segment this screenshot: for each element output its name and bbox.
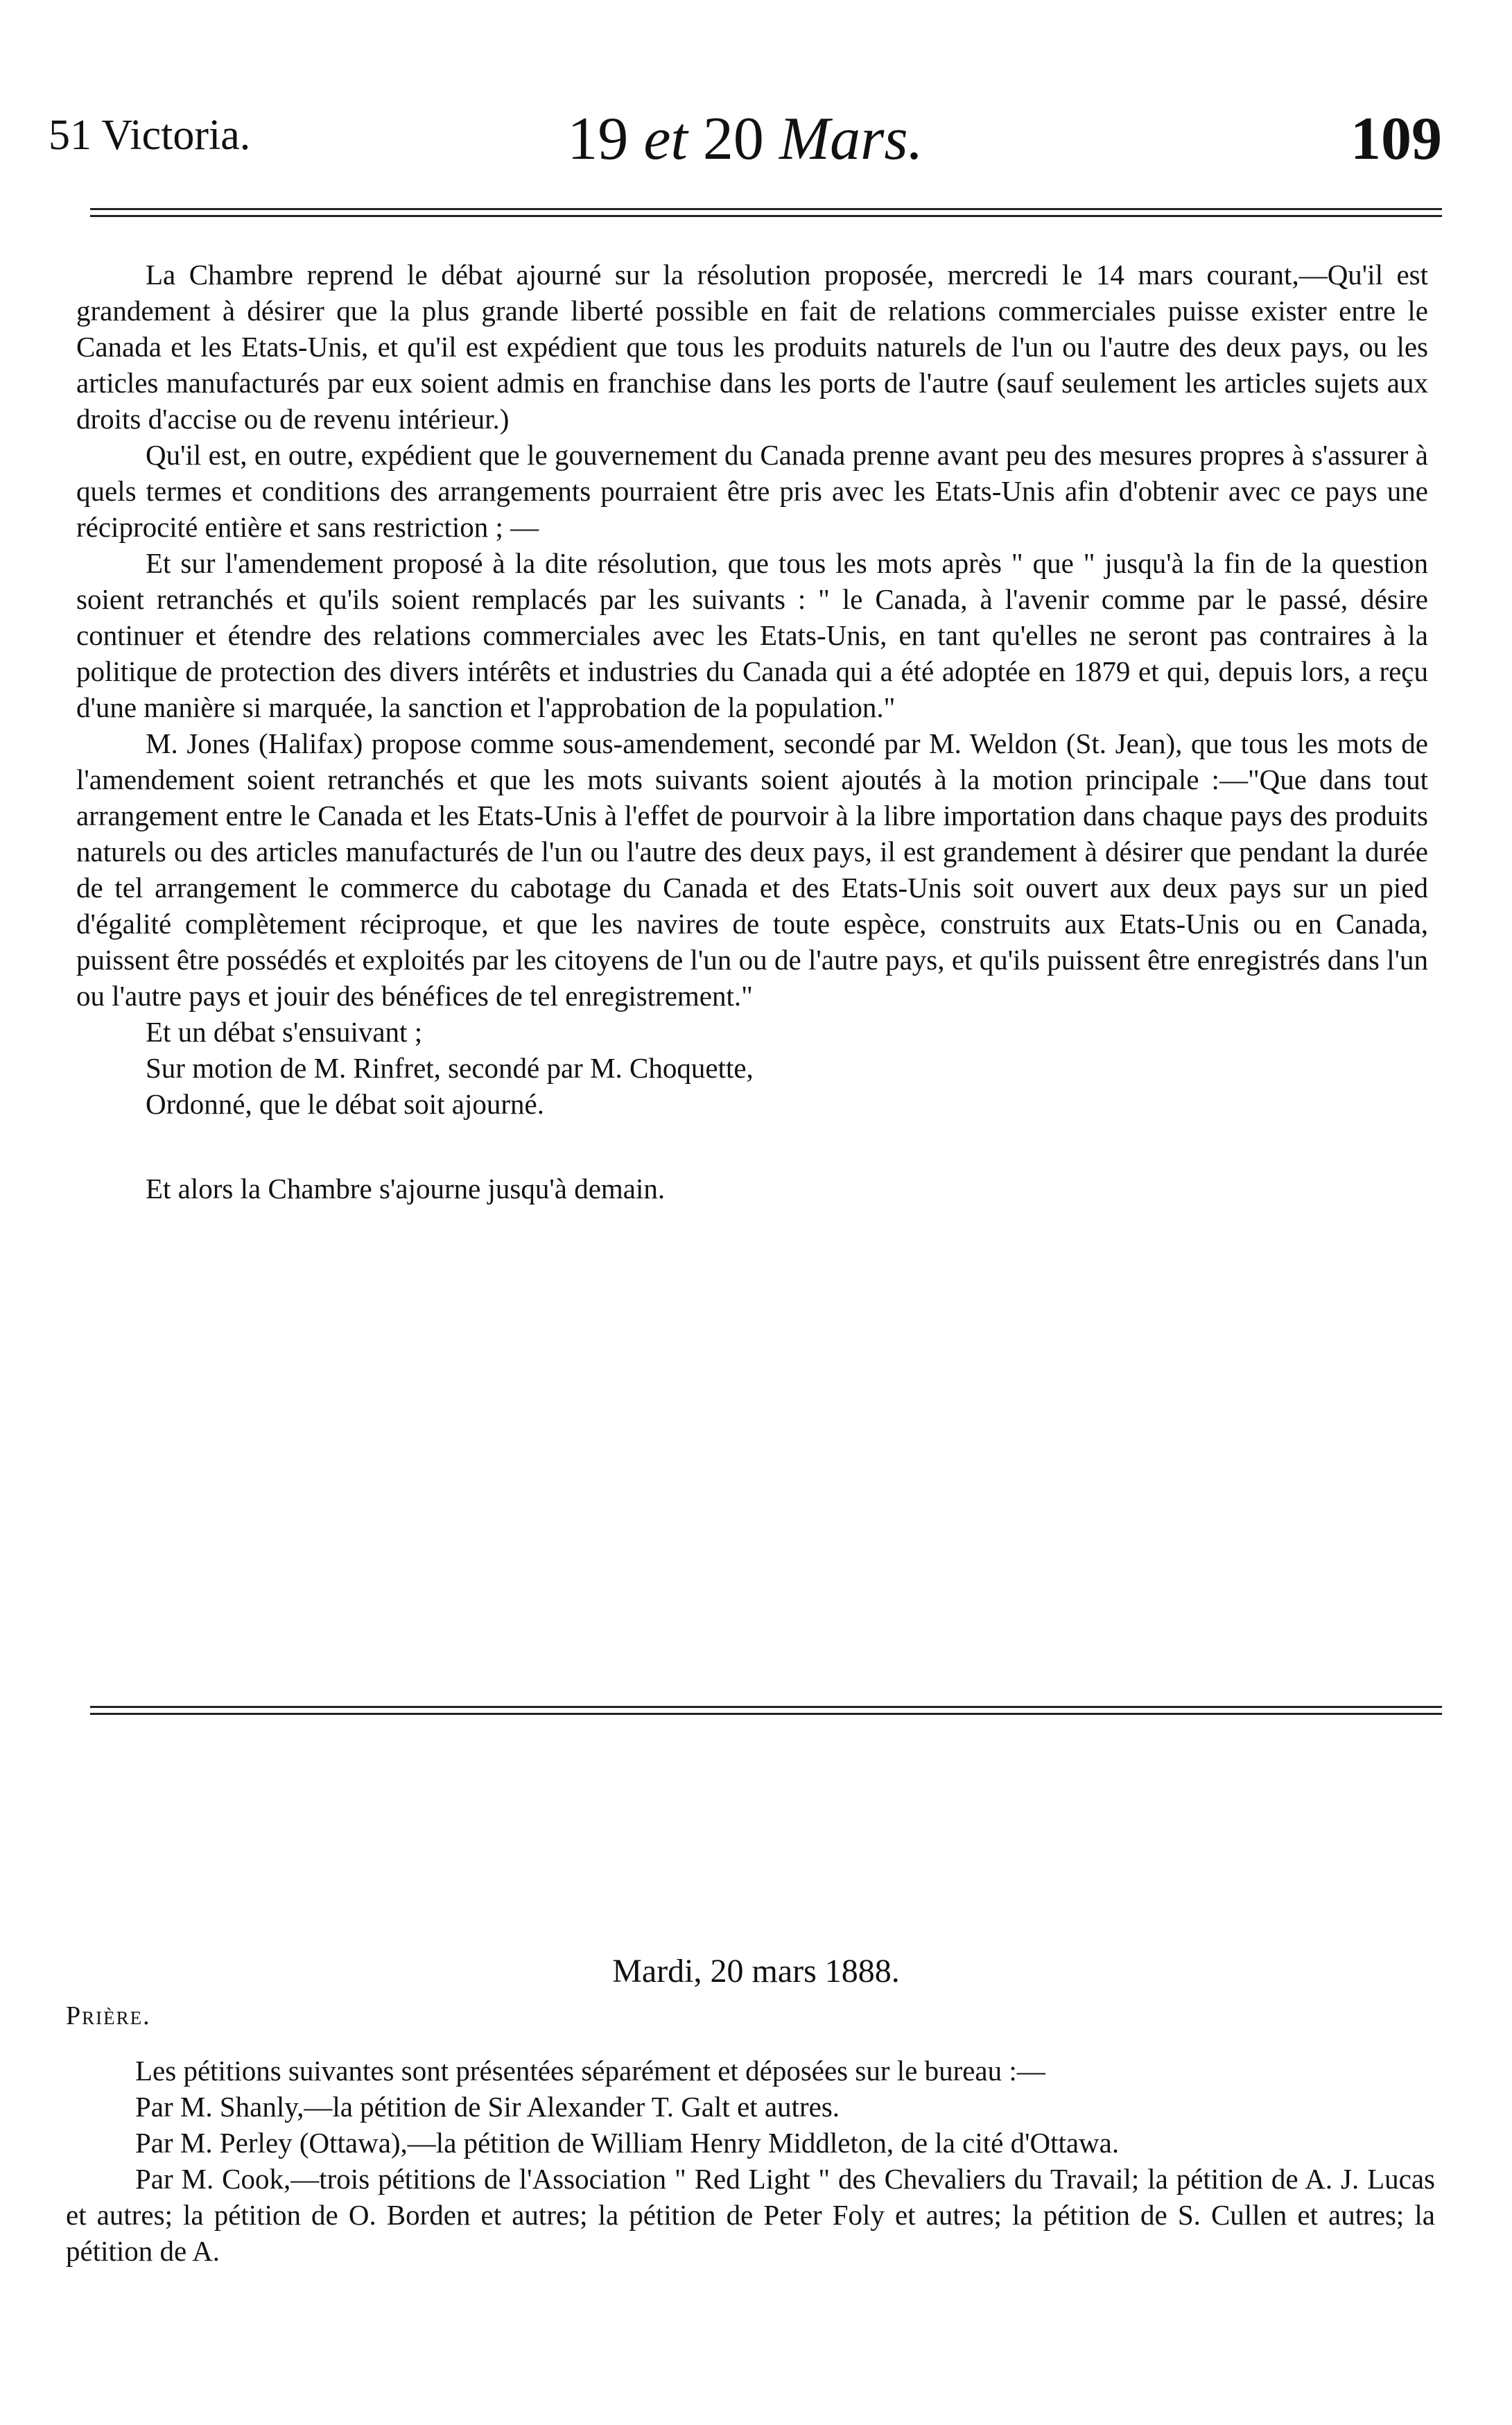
header-rule-bottom — [90, 215, 1442, 217]
paragraph-amendment: Et sur l'amendement proposé à la dite résolution, que tous les mots après " que " jusqu'à la fin de la question soient retranchés et qu'ils soient remplacés par les suivants : " le Canada, à l'avenir comme par le passé, désire continuer et étendre des relations commerciales avec les Etats-Unis, en tant qu'elles ne seront pas contraires à la politique de protection des divers intérêts et industries du Canada qui a été adoptée en 1879 et qui, depuis lors, a reçu d'une manière si marquée, la sanction et l'approbation de la population." — [76, 547, 1428, 723]
paragraph-motion: Sur motion de M. Rinfret, secondé par M. Choquette, — [146, 1052, 754, 1084]
paragraph-petition-cook: Par M. Cook,—trois pétitions de l'Association " Red Light " des Chevaliers du Travail; la pétition de A. J. Lucas et autres; la pétition de O. Borden et autres; la pétition de Peter Foly et autres; la pétition de S. Cullen et autres; la pétition de A. — [66, 2163, 1435, 2267]
paragraph-petition-shanly: Par M. Shanly,—la pétition de Sir Alexander T. Galt et autres. — [135, 2091, 840, 2123]
debate-section — [76, 257, 1428, 1207]
side-label-priere: Prière. — [66, 2001, 151, 2030]
header-rule-top — [90, 208, 1442, 210]
paragraph-ordered: Ordonné, que le débat soit ajourné. — [146, 1088, 544, 1120]
page-number: 109 — [1350, 105, 1442, 173]
paragraph-petitions-intro: Les pétitions suivantes sont présentées séparément et déposées sur le bureau :— — [135, 2055, 1045, 2087]
section-rule-top — [90, 1706, 1442, 1708]
header-day-range-end: 20 — [687, 105, 779, 173]
header-month: Mars. — [779, 105, 923, 173]
page-header — [49, 104, 1442, 194]
paragraph-adjourn: Et alors la Chambre s'ajourne jusqu'à demain. — [146, 1173, 666, 1205]
paragraph-expedient: Qu'il est, en outre, expédient que le gouvernement du Canada prenne avant peu des mesures propres à s'assurer à quels termes et conditions des arrangements pourraient être pris avec les Etats-Unis afin d'obtenir avec ce pays une réciprocité entière et sans restriction ; — — [76, 439, 1428, 543]
paragraph-resolution: La Chambre reprend le débat ajourné sur la résolution proposée, mercredi le 14 mars courant,—Qu'il est grandement à désirer que la plus grande liberté possible en fait de relations commerciales puisse exister entre le Canada et les Etats-Unis, et qu'il est expédient que tous les produits naturels de l'un ou l'autre des deux pays, ou les articles manufacturés par eux soient admis en franchise dans les ports de l'autre (sauf seulement les articles sujets aux droits d'accise ou de revenu intérieur.) — [76, 259, 1428, 435]
paragraph-sub-amendment: M. Jones (Halifax) propose comme sous-amendement, secondé par M. Weldon (St. Jean), que tous les mots de l'amendement soient retranchés et que les mots suivants soient ajoutés à la motion principale :—"Que dans tout arrangement entre le Canada et les Etats-Unis à l'effet de pourvoir à la libre importation dans chaque pays des produits naturels ou des articles manufacturés de l'un ou l'autre des deux pays, il est grandement à désirer que pendant la durée de tel arrangement le commerce du cabotage du Canada et des Etats-Unis soit ouvert aux deux pays sur un pied d'égalité complètement réciproque, et que les navires de toute espèce, construits aux Etats-Unis ou en Canada, puissent être possédés et exploités par les citoyens de l'un ou de l'autre pays, et qu'ils puissent être enregistrés dans l'un ou l'autre pays et jouir des bénéfices de tel enregistrement." — [76, 727, 1428, 1012]
section-rule-bottom — [90, 1713, 1442, 1715]
header-et: et — [643, 105, 688, 173]
session-label: 51 Victoria. — [49, 112, 251, 159]
date-heading: Mardi, 20 mars 1888. — [612, 1953, 900, 1990]
header-day-range-start: 19 — [567, 105, 644, 173]
paragraph-debate: Et un débat s'ensuivant ; — [146, 1016, 423, 1048]
header-date — [49, 104, 1442, 174]
paragraph-petition-perley: Par M. Perley (Ottawa),—la pétition de William Henry Middleton, de la cité d'Ottawa. — [135, 2127, 1120, 2159]
petitions-section — [66, 2053, 1435, 2269]
